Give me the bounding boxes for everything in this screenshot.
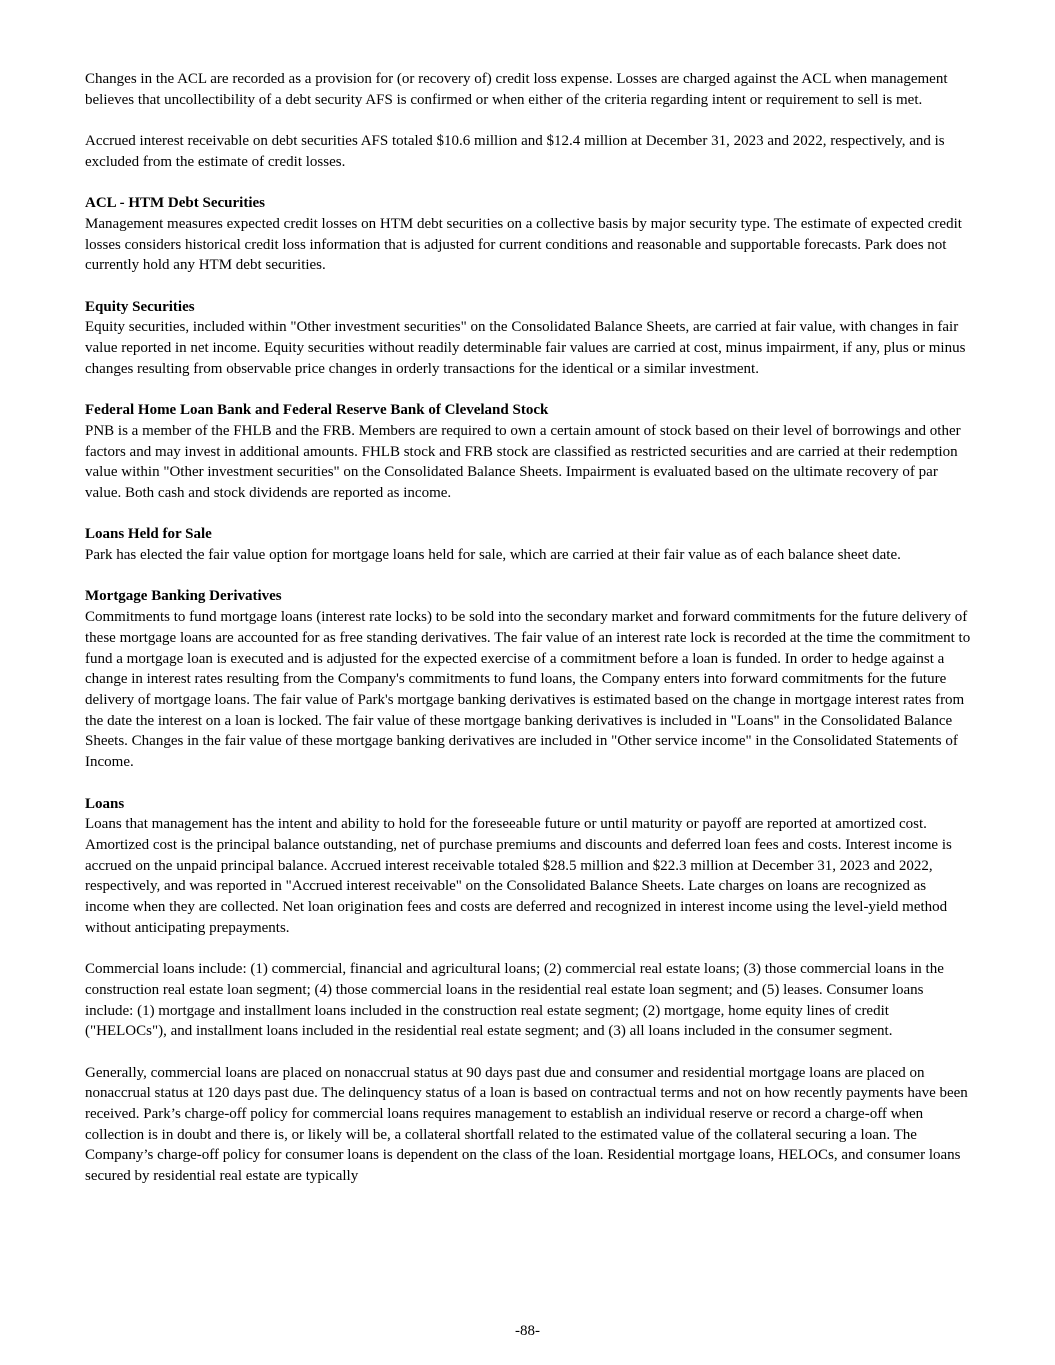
section-heading: Loans Held for Sale	[85, 526, 212, 543]
section-body: PNB is a member of the FHLB and the FRB. Members are required to own a certain amount of stock based on their level of borrowings and other factors and may invest in additional amounts. FHLB stock and FRB stock are classified as restricted securities and are carried at their redemption value within "Other investment securities" on the Consolidated Balance Sheets. Impairment is evaluated based on the ultimate recovery of par value. Both cash and stock dividends are reported as income.	[85, 422, 961, 501]
loans-paragraph-nonaccrual: Generally, commercial loans are placed on nonaccrual status at 90 days past due and consumer and residential mortgage loans are placed on nonaccrual status at 120 days past due. The delinquency status of a loan is based on contractual terms and not on how recently payments have been received. Park’s charge-off policy for commercial loans requires management to establish an individual reserve or record a charge-off when collection is in doubt and there is, or likely will be, a collateral shortfall related to the estimated value of the collateral securing a loan. The Company’s charge-off policy for consumer loans is dependent on the class of the loan. Residential mortgage loans, HELOCs, and consumer loans secured by residential real estate are typically	[85, 1064, 968, 1185]
loans-paragraph-commercial-consumer: Commercial loans include: (1) commercial, financial and agricultural loans; (2) commercial real estate loans; (3) those commercial loans in the construction real estate loan segment; (4) those commercial loans in the residential real estate loan segment; and (5) leases. Consumer loans include: (1) mortgage and installment loans included in the construction real estate segment; (2) mortgage, home equity lines of credit ("HELOCs"), and installment loans included in the residential real estate segment; and (3) all loans included in the consumer segment.	[85, 961, 944, 1040]
section-loans	[85, 794, 973, 1187]
page-number: -88-	[515, 1323, 540, 1339]
section-fhlb-frb-stock	[85, 400, 973, 504]
section-heading: Equity Securities	[85, 298, 195, 315]
section-body: Management measures expected credit losses on HTM debt securities on a collective basis by major security type. The estimate of expected credit losses considers historical credit loss information that is adjusted for current conditions and reasonable and supportable forecasts. Park does not currently hold any HTM debt securities.	[85, 215, 962, 274]
section-equity-securities	[85, 297, 973, 380]
intro-paragraph-acl-changes: Changes in the ACL are recorded as a provision for (or recovery of) credit loss expense. Losses are charged against the ACL when management believes that uncollectibility of a debt security AFS is confirmed or when either of the criteria regarding intent or requirement to sell is met.	[85, 71, 948, 108]
section-body: Park has elected the fair value option for mortgage loans held for sale, which are carried at their fair value as of each balance sheet date.	[85, 547, 901, 564]
section-heading: Mortgage Banking Derivatives	[85, 588, 282, 605]
document-page	[85, 69, 973, 1187]
section-heading: Federal Home Loan Bank and Federal Reserve Bank of Cleveland Stock	[85, 402, 549, 419]
section-body: Equity securities, included within "Other investment securities" on the Consolidated Balance Sheets, are carried at fair value, with changes in fair value reported in net income. Equity securities without readily determinable fair values are carried at cost, minus impairment, if any, plus or minus changes resulting from observable price changes in orderly transactions for the identical or a similar investment.	[85, 319, 966, 377]
section-heading: ACL - HTM Debt Securities	[85, 195, 265, 212]
intro-paragraph-accrued-interest: Accrued interest receivable on debt securities AFS totaled $10.6 million and $12.4 million at December 31, 2023 and 2022, respectively, and is excluded from the estimate of credit losses.	[85, 133, 945, 170]
section-body: Commitments to fund mortgage loans (interest rate locks) to be sold into the secondary market and forward commitments for the future delivery of these mortgage loans are accounted for as free standing derivatives. The fair value of an interest rate lock is recorded at the time the commitment to fund a mortgage loan is executed and is adjusted for the expected exercise of a commitment before a loan is funded. In order to hedge against a change in interest rates resulting from the Company's commitments to fund loans, the Company enters into forward commitments for the future delivery of mortgage loans. The fair value of Park's mortgage banking derivatives is estimated based on the change in mortgage interest rates from the date the interest on a loan is locked. The fair value of these mortgage banking derivatives is included in "Loans" in the Consolidated Balance Sheets. Changes in the fair value of these mortgage banking derivatives are included in "Other service income" in the Consolidated Statements of Income.	[85, 609, 971, 771]
section-mortgage-banking-derivatives	[85, 586, 973, 772]
section-heading: Loans	[85, 795, 125, 812]
loans-paragraph-amortized-cost: Loans that management has the intent and ability to hold for the foreseeable future or until maturity or payoff are reported at amortized cost. Amortized cost is the principal balance outstanding, net of purchase premiums and discounts and deferred loan fees and costs. Interest income is accrued on the unpaid principal balance. Accrued interest receivable totaled $28.5 million and $22.3 million at December 31, 2023 and 2022, respectively, and was reported in "Accrued interest receivable" on the Consolidated Balance Sheets. Late charges on loans are recognized as income when they are collected. Net loan origination fees and costs are deferred and recognized in interest income using the level-yield method without anticipating prepayments.	[85, 816, 952, 936]
section-acl-htm	[85, 193, 973, 276]
section-loans-held-for-sale	[85, 524, 973, 565]
